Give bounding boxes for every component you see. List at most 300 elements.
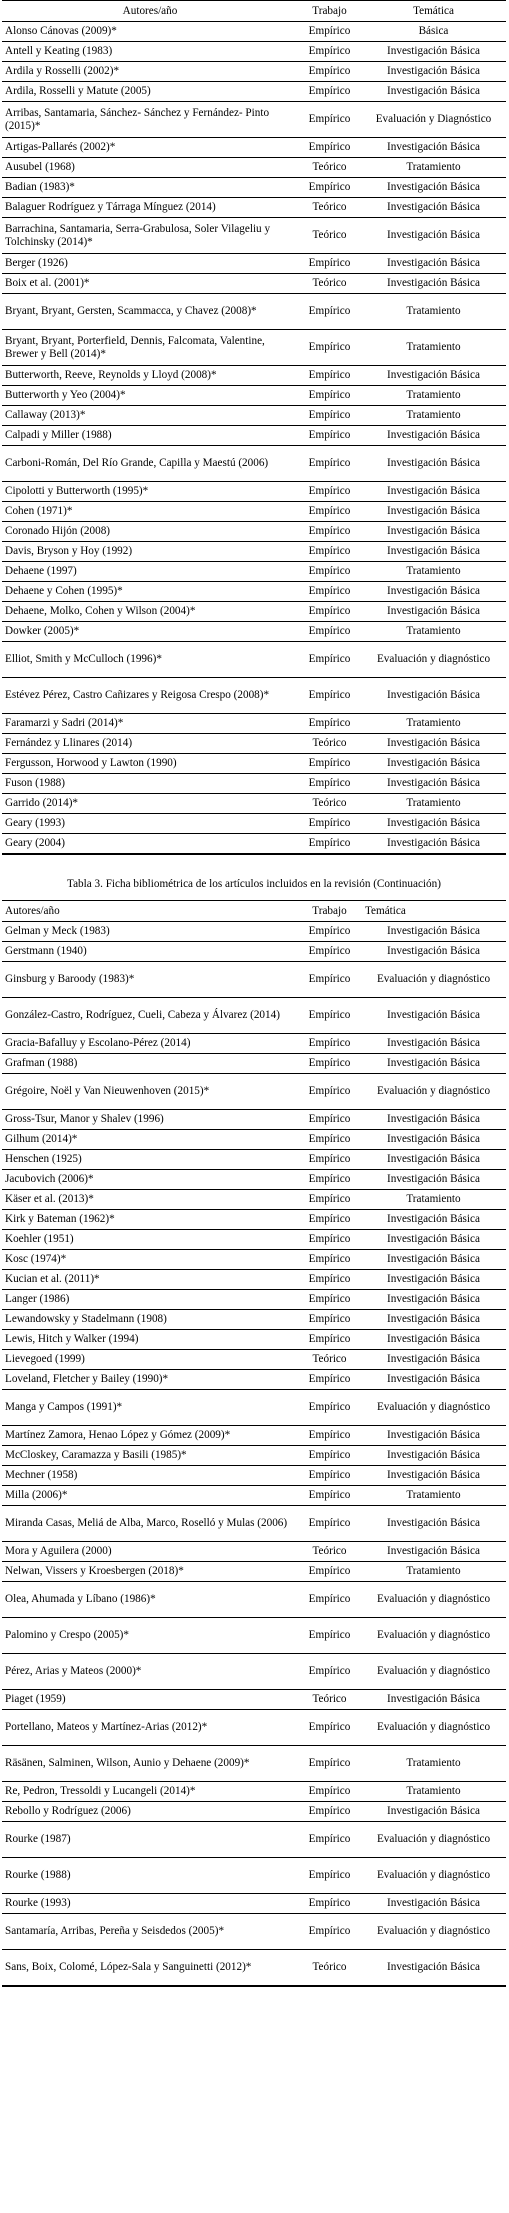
theme-cell: Evaluación y diagnóstico: [361, 1390, 506, 1426]
work-type-cell: Empírico: [298, 294, 361, 330]
table-row: [2, 366, 506, 386]
work-type-cell: Empírico: [298, 1390, 361, 1426]
author-cell: Fuson (1988): [2, 774, 298, 794]
author-cell: McCloskey, Caramazza y Basili (1985)*: [2, 1446, 298, 1466]
table-row: [2, 1506, 506, 1542]
work-type-cell: Empírico: [298, 1074, 361, 1110]
work-type-cell: Empírico: [298, 42, 361, 62]
table-row: [2, 1654, 506, 1690]
author-cell: Butterworth y Yeo (2004)*: [2, 386, 298, 406]
author-cell: Re, Pedron, Tressoldi y Lucangeli (2014)*: [2, 1782, 298, 1802]
author-cell: Geary (1993): [2, 814, 298, 834]
work-type-cell: Empírico: [298, 622, 361, 642]
author-cell: Gross-Tsur, Manor y Shalev (1996): [2, 1110, 298, 1130]
author-cell: Manga y Campos (1991)*: [2, 1390, 298, 1426]
theme-cell: Investigación Básica: [361, 42, 506, 62]
table-row: [2, 1690, 506, 1710]
author-cell: Butterworth, Reeve, Reynolds y Lloyd (2008)*: [2, 366, 298, 386]
author-cell: Dehaene, Molko, Cohen y Wilson (2004)*: [2, 602, 298, 622]
author-cell: Rourke (1993): [2, 1894, 298, 1914]
table-row: [2, 22, 506, 42]
author-cell: Koehler (1951): [2, 1230, 298, 1250]
author-cell: Barrachina, Santamaria, Serra-Grabulosa, Soler Vilageliu y Tolchinsky (2014)*: [2, 218, 298, 254]
work-type-cell: Empírico: [298, 22, 361, 42]
table-row: [2, 562, 506, 582]
table-row: [2, 678, 506, 714]
author-cell: Elliot, Smith y McCulloch (1996)*: [2, 642, 298, 678]
work-type-cell: Empírico: [298, 1582, 361, 1618]
theme-cell: Investigación Básica: [361, 1150, 506, 1170]
theme-cell: Investigación Básica: [361, 1054, 506, 1074]
author-cell: Palomino y Crespo (2005)*: [2, 1618, 298, 1654]
theme-cell: Investigación Básica: [361, 1110, 506, 1130]
author-cell: Balaguer Rodríguez y Tárraga Mínguez (2014): [2, 198, 298, 218]
theme-cell: Investigación Básica: [361, 446, 506, 482]
theme-cell: Investigación Básica: [361, 274, 506, 294]
theme-cell: Investigación Básica: [361, 1170, 506, 1190]
theme-cell: Evaluación y diagnóstico: [361, 962, 506, 998]
theme-cell: Investigación Básica: [361, 834, 506, 855]
author-cell: Kirk y Bateman (1962)*: [2, 1210, 298, 1230]
table-row: [2, 198, 506, 218]
work-type-cell: Empírico: [298, 714, 361, 734]
table-row: [2, 482, 506, 502]
work-type-cell: Empírico: [298, 1710, 361, 1746]
theme-cell: Investigación Básica: [361, 82, 506, 102]
theme-cell: Investigación Básica: [361, 178, 506, 198]
table-row: [2, 218, 506, 254]
work-type-cell: Empírico: [298, 446, 361, 482]
table-row: [2, 922, 506, 942]
work-type-cell: Teórico: [298, 274, 361, 294]
author-cell: Garrido (2014)*: [2, 794, 298, 814]
author-cell: Geary (2004): [2, 834, 298, 855]
table-row: [2, 754, 506, 774]
table-header-row: [2, 1, 506, 22]
theme-cell: Tratamiento: [361, 1562, 506, 1582]
theme-cell: Evaluación y diagnóstico: [361, 642, 506, 678]
table-row: [2, 254, 506, 274]
author-cell: Ardila y Rosselli (2002)*: [2, 62, 298, 82]
work-type-cell: Empírico: [298, 678, 361, 714]
table-row: [2, 1894, 506, 1914]
work-type-cell: Empírico: [298, 834, 361, 855]
table-row: [2, 962, 506, 998]
author-cell: Sans, Boix, Colomé, López-Sala y Sanguinetti (2012)*: [2, 1950, 298, 1987]
theme-cell: Investigación Básica: [361, 998, 506, 1034]
author-cell: Gerstmann (1940): [2, 942, 298, 962]
author-cell: Cohen (1971)*: [2, 502, 298, 522]
author-cell: Jacubovich (2006)*: [2, 1170, 298, 1190]
author-cell: Mora y Aguilera (2000): [2, 1542, 298, 1562]
author-cell: Kosc (1974)*: [2, 1250, 298, 1270]
table-row: [2, 1562, 506, 1582]
theme-cell: Tratamiento: [361, 1746, 506, 1782]
author-cell: Henschen (1925): [2, 1150, 298, 1170]
author-cell: Fergusson, Horwood y Lawton (1990): [2, 754, 298, 774]
table-row: [2, 1466, 506, 1486]
work-type-cell: Empírico: [298, 406, 361, 426]
table-row: [2, 1802, 506, 1822]
work-type-cell: Empírico: [298, 1230, 361, 1250]
work-type-cell: Teórico: [298, 1950, 361, 1987]
author-cell: Davis, Bryson y Hoy (1992): [2, 542, 298, 562]
work-type-cell: Empírico: [298, 1822, 361, 1858]
author-cell: Alonso Cánovas (2009)*: [2, 22, 298, 42]
table-row: [2, 1914, 506, 1950]
work-type-cell: Empírico: [298, 1562, 361, 1582]
table-row: [2, 1290, 506, 1310]
table-row: [2, 794, 506, 814]
table-row: [2, 1210, 506, 1230]
theme-cell: Tratamiento: [361, 386, 506, 406]
author-cell: Dehaene y Cohen (1995)*: [2, 582, 298, 602]
work-type-cell: Empírico: [298, 1894, 361, 1914]
theme-cell: Investigación Básica: [361, 734, 506, 754]
table-row: [2, 1710, 506, 1746]
author-cell: Gilhum (2014)*: [2, 1130, 298, 1150]
theme-cell: Investigación Básica: [361, 1506, 506, 1542]
author-cell: Lievegoed (1999): [2, 1350, 298, 1370]
work-type-cell: Empírico: [298, 1486, 361, 1506]
theme-cell: Evaluación y diagnóstico: [361, 1858, 506, 1894]
theme-cell: Investigación Básica: [361, 922, 506, 942]
work-type-cell: Empírico: [298, 82, 361, 102]
table-row: [2, 1746, 506, 1782]
table-row: [2, 386, 506, 406]
work-type-cell: Teórico: [298, 1542, 361, 1562]
theme-cell: Investigación Básica: [361, 218, 506, 254]
work-type-cell: Empírico: [298, 1170, 361, 1190]
author-cell: Milla (2006)*: [2, 1486, 298, 1506]
author-cell: Ginsburg y Baroody (1983)*: [2, 962, 298, 998]
work-type-cell: Empírico: [298, 502, 361, 522]
work-type-cell: Empírico: [298, 1506, 361, 1542]
theme-cell: Tratamiento: [361, 158, 506, 178]
work-type-cell: Empírico: [298, 962, 361, 998]
table-row: [2, 1310, 506, 1330]
table-row: [2, 734, 506, 754]
work-type-cell: Empírico: [298, 582, 361, 602]
author-cell: Grégoire, Noël y Van Nieuwenhoven (2015)*: [2, 1074, 298, 1110]
table-row: [2, 1250, 506, 1270]
work-type-cell: Empírico: [298, 642, 361, 678]
work-type-cell: Empírico: [298, 386, 361, 406]
author-cell: Rourke (1987): [2, 1822, 298, 1858]
theme-cell: Investigación Básica: [361, 1290, 506, 1310]
work-type-cell: Empírico: [298, 1782, 361, 1802]
author-cell: Piaget (1959): [2, 1690, 298, 1710]
theme-cell: Investigación Básica: [361, 678, 506, 714]
table-row: [2, 998, 506, 1034]
table-row: [2, 158, 506, 178]
table-row: [2, 406, 506, 426]
theme-cell: Investigación Básica: [361, 482, 506, 502]
theme-cell: Investigación Básica: [361, 542, 506, 562]
author-cell: Ausubel (1968): [2, 158, 298, 178]
work-type-cell: Empírico: [298, 1310, 361, 1330]
author-cell: Arribas, Santamaria, Sánchez- Sánchez y Fernández- Pinto (2015)*: [2, 102, 298, 138]
author-cell: Bryant, Bryant, Gersten, Scammacca, y Chavez (2008)*: [2, 294, 298, 330]
theme-cell: Investigación Básica: [361, 774, 506, 794]
author-cell: Mechner (1958): [2, 1466, 298, 1486]
theme-cell: Básica: [361, 22, 506, 42]
table-row: [2, 102, 506, 138]
author-cell: Estévez Pérez, Castro Cañizares y Reigosa Crespo (2008)*: [2, 678, 298, 714]
author-cell: Dehaene (1997): [2, 562, 298, 582]
work-type-cell: Empírico: [298, 602, 361, 622]
work-type-cell: Empírico: [298, 1426, 361, 1446]
work-type-cell: Empírico: [298, 562, 361, 582]
work-type-cell: Empírico: [298, 366, 361, 386]
author-cell: Pérez, Arias y Mateos (2000)*: [2, 1654, 298, 1690]
table-row: [2, 62, 506, 82]
table-row: [2, 1034, 506, 1054]
theme-cell: Investigación Básica: [361, 522, 506, 542]
theme-cell: Investigación Básica: [361, 1894, 506, 1914]
author-cell: Kucian et al. (2011)*: [2, 1270, 298, 1290]
theme-cell: Investigación Básica: [361, 602, 506, 622]
theme-cell: Investigación Básica: [361, 198, 506, 218]
table-row: [2, 942, 506, 962]
work-type-cell: Empírico: [298, 254, 361, 274]
work-type-cell: Empírico: [298, 426, 361, 446]
work-type-cell: Empírico: [298, 1466, 361, 1486]
work-type-cell: Empírico: [298, 1446, 361, 1466]
table-body: [2, 22, 506, 855]
theme-cell: Investigación Básica: [361, 582, 506, 602]
theme-cell: Investigación Básica: [361, 1426, 506, 1446]
work-type-cell: Empírico: [298, 1654, 361, 1690]
table-row: [2, 1054, 506, 1074]
work-type-cell: Empírico: [298, 942, 361, 962]
theme-cell: Investigación Básica: [361, 1802, 506, 1822]
theme-cell: Evaluación y diagnóstico: [361, 1074, 506, 1110]
table-caption: Tabla 3. Ficha bibliométrica de los artículos incluidos en la revisión (Continuación): [67, 878, 441, 890]
header-work-type: Trabajo: [298, 1, 361, 22]
theme-cell: Tratamiento: [361, 1486, 506, 1506]
work-type-cell: Teórico: [298, 1690, 361, 1710]
author-cell: Rourke (1988): [2, 1858, 298, 1894]
theme-cell: Evaluación y diagnóstico: [361, 1582, 506, 1618]
theme-cell: Investigación Básica: [361, 814, 506, 834]
theme-cell: Investigación Básica: [361, 1250, 506, 1270]
author-cell: González-Castro, Rodríguez, Cueli, Cabeza y Álvarez (2014): [2, 998, 298, 1034]
work-type-cell: Empírico: [298, 1618, 361, 1654]
header-authors: Autores/año: [2, 1, 298, 22]
theme-cell: Tratamiento: [361, 562, 506, 582]
table-row: [2, 178, 506, 198]
work-type-cell: Empírico: [298, 922, 361, 942]
author-cell: Käser et al. (2013)*: [2, 1190, 298, 1210]
author-cell: Portellano, Mateos y Martínez-Arias (2012)*: [2, 1710, 298, 1746]
table-row: [2, 642, 506, 678]
table-row: [2, 426, 506, 446]
theme-cell: Evaluación y diagnóstico: [361, 1914, 506, 1950]
theme-cell: Investigación Básica: [361, 1370, 506, 1390]
theme-cell: Investigación Básica: [361, 1466, 506, 1486]
table-row: [2, 522, 506, 542]
header-theme: Temática: [361, 901, 506, 922]
table-row: [2, 1542, 506, 1562]
table-row: [2, 1170, 506, 1190]
work-type-cell: Teórico: [298, 158, 361, 178]
work-type-cell: Empírico: [298, 138, 361, 158]
theme-cell: Tratamiento: [361, 1190, 506, 1210]
work-type-cell: Empírico: [298, 102, 361, 138]
work-type-cell: Empírico: [298, 1054, 361, 1074]
author-cell: Callaway (2013)*: [2, 406, 298, 426]
table-row: [2, 774, 506, 794]
theme-cell: Investigación Básica: [361, 1270, 506, 1290]
theme-cell: Investigación Básica: [361, 1310, 506, 1330]
theme-cell: Evaluación y Diagnóstico: [361, 102, 506, 138]
work-type-cell: Teórico: [298, 734, 361, 754]
theme-cell: Investigación Básica: [361, 1034, 506, 1054]
table-row: [2, 1370, 506, 1390]
theme-cell: Investigación Básica: [361, 1690, 506, 1710]
table-row: [2, 1950, 506, 1987]
theme-cell: Tratamiento: [361, 622, 506, 642]
table-row: [2, 1350, 506, 1370]
author-cell: Antell y Keating (1983): [2, 42, 298, 62]
theme-cell: Tratamiento: [361, 406, 506, 426]
author-cell: Ardila, Rosselli y Matute (2005): [2, 82, 298, 102]
table-row: [2, 714, 506, 734]
theme-cell: Investigación Básica: [361, 1330, 506, 1350]
work-type-cell: Empírico: [298, 1914, 361, 1950]
table-row: [2, 1822, 506, 1858]
author-cell: Langer (1986): [2, 1290, 298, 1310]
work-type-cell: Empírico: [298, 178, 361, 198]
work-type-cell: Empírico: [298, 754, 361, 774]
author-cell: Martínez Zamora, Henao López y Gómez (2009)*: [2, 1426, 298, 1446]
author-cell: Berger (1926): [2, 254, 298, 274]
table-row: [2, 1782, 506, 1802]
author-cell: Lewis, Hitch y Walker (1994): [2, 1330, 298, 1350]
work-type-cell: Empírico: [298, 330, 361, 366]
work-type-cell: Empírico: [298, 1290, 361, 1310]
table-row: [2, 502, 506, 522]
author-cell: Fernández y Llinares (2014): [2, 734, 298, 754]
table-row: [2, 446, 506, 482]
header-theme: Temática: [361, 1, 506, 22]
work-type-cell: Empírico: [298, 1802, 361, 1822]
work-type-cell: Empírico: [298, 482, 361, 502]
author-cell: Räsänen, Salminen, Wilson, Aunio y Dehaene (2009)*: [2, 1746, 298, 1782]
header-authors: Autores/año: [2, 901, 298, 922]
author-cell: Grafman (1988): [2, 1054, 298, 1074]
author-cell: Boix et al. (2001)*: [2, 274, 298, 294]
table-row: [2, 42, 506, 62]
work-type-cell: Empírico: [298, 1110, 361, 1130]
work-type-cell: Teórico: [298, 198, 361, 218]
table-row: [2, 834, 506, 855]
table-row: [2, 1858, 506, 1894]
theme-cell: Investigación Básica: [361, 502, 506, 522]
table-row: [2, 1130, 506, 1150]
author-cell: Gelman y Meck (1983): [2, 922, 298, 942]
theme-cell: Tratamiento: [361, 294, 506, 330]
theme-cell: Evaluación y diagnóstico: [361, 1618, 506, 1654]
author-cell: Lewandowsky y Stadelmann (1908): [2, 1310, 298, 1330]
author-cell: Calpadi y Miller (1988): [2, 426, 298, 446]
work-type-cell: Empírico: [298, 1858, 361, 1894]
author-cell: Nelwan, Vissers y Kroesbergen (2018)*: [2, 1562, 298, 1582]
work-type-cell: Empírico: [298, 542, 361, 562]
table-row: [2, 1330, 506, 1350]
theme-cell: Investigación Básica: [361, 366, 506, 386]
header-work-type: Trabajo: [298, 901, 361, 922]
table-row: [2, 622, 506, 642]
author-cell: Badian (1983)*: [2, 178, 298, 198]
work-type-cell: Teórico: [298, 218, 361, 254]
author-cell: Carboni-Román, Del Río Grande, Capilla y Maestú (2006): [2, 446, 298, 482]
theme-cell: Tratamiento: [361, 1782, 506, 1802]
table-row: [2, 582, 506, 602]
theme-cell: Investigación Básica: [361, 942, 506, 962]
theme-cell: Tratamiento: [361, 714, 506, 734]
work-type-cell: Empírico: [298, 522, 361, 542]
table-row: [2, 602, 506, 622]
table-row: [2, 1190, 506, 1210]
author-cell: Rebollo y Rodríguez (2006): [2, 1802, 298, 1822]
table-row: [2, 1270, 506, 1290]
author-cell: Olea, Ahumada y Líbano (1986)*: [2, 1582, 298, 1618]
work-type-cell: Teórico: [298, 1350, 361, 1370]
work-type-cell: Empírico: [298, 1034, 361, 1054]
work-type-cell: Empírico: [298, 1190, 361, 1210]
work-type-cell: Empírico: [298, 1210, 361, 1230]
table-row: [2, 1582, 506, 1618]
table-row: [2, 814, 506, 834]
table-row: [2, 82, 506, 102]
author-cell: Dowker (2005)*: [2, 622, 298, 642]
theme-cell: Investigación Básica: [361, 254, 506, 274]
work-type-cell: Empírico: [298, 1330, 361, 1350]
theme-cell: Evaluación y diagnóstico: [361, 1654, 506, 1690]
theme-cell: Investigación Básica: [361, 1130, 506, 1150]
theme-cell: Investigación Básica: [361, 1446, 506, 1466]
table-row: [2, 294, 506, 330]
theme-cell: Investigación Básica: [361, 1350, 506, 1370]
theme-cell: Investigación Básica: [361, 138, 506, 158]
work-type-cell: Empírico: [298, 774, 361, 794]
work-type-cell: Empírico: [298, 814, 361, 834]
work-type-cell: Teórico: [298, 794, 361, 814]
table-row: [2, 330, 506, 366]
author-cell: Cipolotti y Butterworth (1995)*: [2, 482, 298, 502]
table-row: [2, 1426, 506, 1446]
author-cell: Faramarzi y Sadri (2014)*: [2, 714, 298, 734]
table-row: [2, 1074, 506, 1110]
author-cell: Santamaría, Arribas, Pereña y Seisdedos (2005)*: [2, 1914, 298, 1950]
theme-cell: Evaluación y diagnóstico: [361, 1822, 506, 1858]
table-row: [2, 542, 506, 562]
author-cell: Miranda Casas, Meliá de Alba, Marco, Roselló y Mulas (2006): [2, 1506, 298, 1542]
table-body: [2, 922, 506, 1987]
author-cell: Loveland, Fletcher y Bailey (1990)*: [2, 1370, 298, 1390]
table-row: [2, 1618, 506, 1654]
work-type-cell: Empírico: [298, 1250, 361, 1270]
table-row: [2, 1486, 506, 1506]
bibliometric-table: [2, 0, 506, 855]
work-type-cell: Empírico: [298, 1150, 361, 1170]
work-type-cell: Empírico: [298, 1370, 361, 1390]
theme-cell: Investigación Básica: [361, 426, 506, 446]
author-cell: Artigas-Pallarés (2002)*: [2, 138, 298, 158]
table-row: [2, 1110, 506, 1130]
